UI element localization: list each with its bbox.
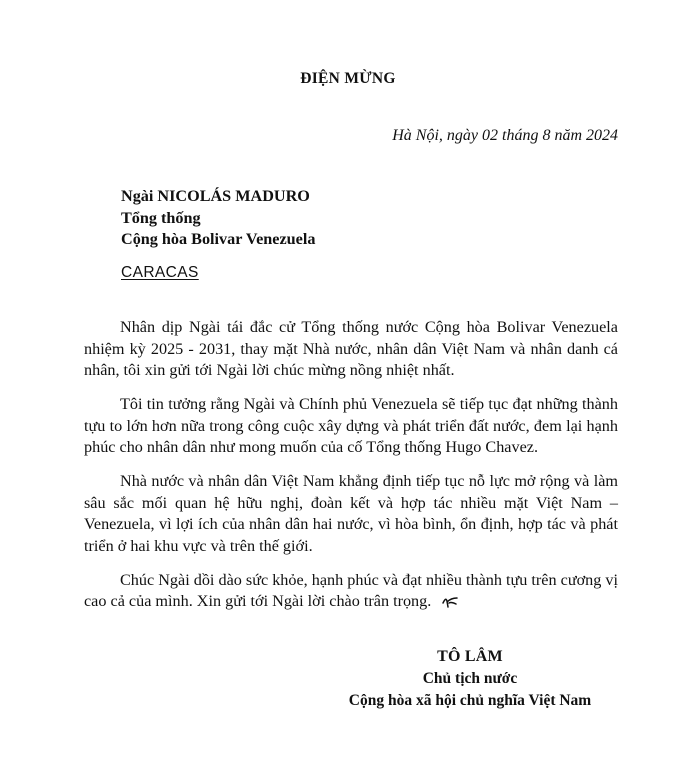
document-title: ĐIỆN MỪNG xyxy=(300,70,396,87)
recipient-name: Ngài NICOLÁS MADURO xyxy=(121,187,310,205)
recipient-country: Cộng hòa Bolivar Venezuela xyxy=(121,230,316,248)
body-paragraph: Chúc Ngài dồi dào sức khỏe, hạnh phúc và đạt nhiều thành tựu trên cương vị cao cả của mình. Xin gửi tới Ngài lời chào trân trọng. xyxy=(84,570,618,610)
body-paragraph: Tôi tin tưởng rằng Ngài và Chính phủ Venezuela sẽ tiếp tục đạt những thành tựu to lớn hơn nữa trong công cuộc xây dựng và phát triển đất nước, đem lại hạnh phúc cho nhân dân như mong muốn của cố Tổng thống Hugo Chavez. xyxy=(84,395,618,456)
recipient-position: Tổng thống xyxy=(121,208,201,227)
recipient-city: CARACAS xyxy=(121,264,199,281)
body-paragraph: Nhà nước và nhân dân Việt Nam khẳng định tiếp tục nỗ lực mở rộng và làm sâu sắc mối quan hệ hữu nghị, đoàn kết và hợp tác nhiều mặt Việt Nam – Venezuela, vì lợi ích của nhân dân hai nước, vì hòa bình, ổn định, hợp tác và phát triển ở hai khu vực và trên thế giới. xyxy=(84,472,618,555)
body-paragraph: Nhân dịp Ngài tái đắc cử Tổng thống nước Cộng hòa Bolivar Venezuela nhiệm kỳ 2025 - 2031, thay mặt Nhà nước, nhân dân Việt Nam và nhân danh cá nhân, tôi xin gửi tới Ngài lời chúc mừng nồng nhiệt nhất. xyxy=(84,318,618,379)
message-body xyxy=(84,317,618,625)
signer-name: TÔ LÂM xyxy=(437,648,503,665)
signature-block xyxy=(300,646,640,712)
handwritten-initial-mark xyxy=(441,595,459,609)
recipient-block xyxy=(121,186,315,251)
signer-organization: Cộng hòa xã hội chủ nghĩa Việt Nam xyxy=(348,692,592,709)
signer-title: Chủ tịch nước xyxy=(422,670,518,687)
dateline: Hà Nội, ngày 02 tháng 8 năm 2024 xyxy=(392,127,618,144)
